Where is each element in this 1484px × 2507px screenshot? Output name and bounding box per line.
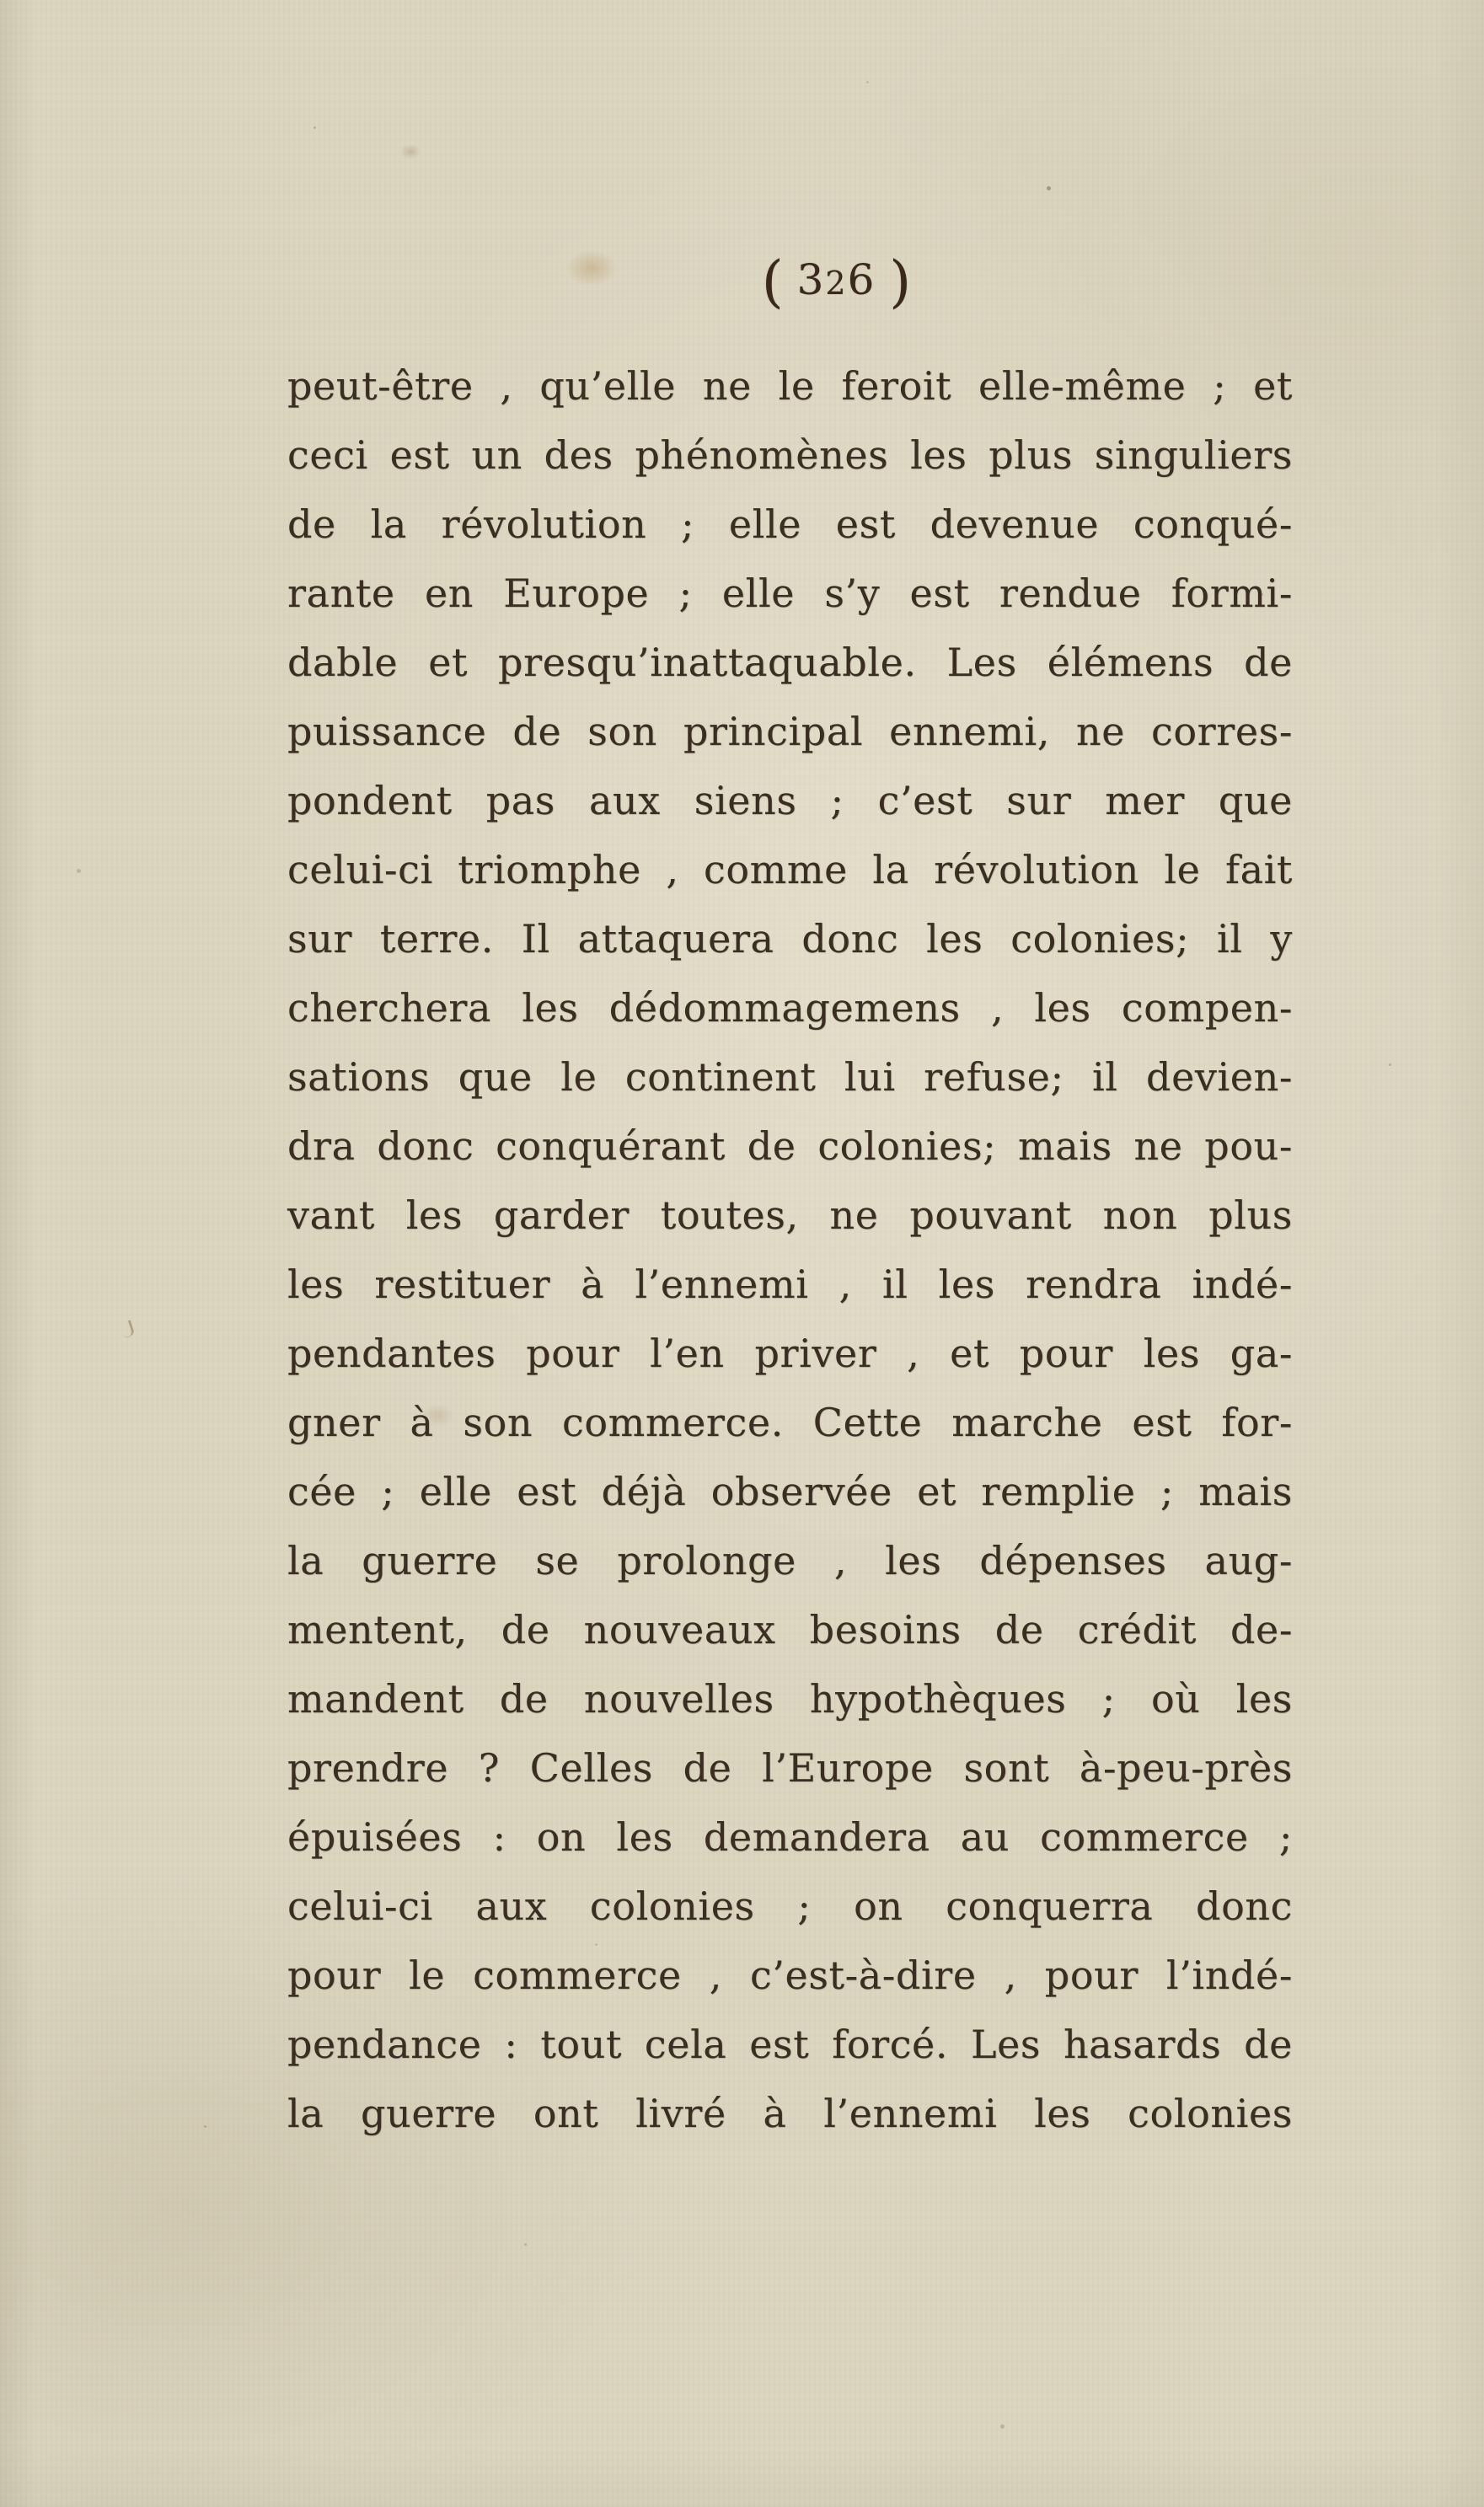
text-line: pendance : tout cela est forcé. Les hasards de <box>287 2022 1293 2067</box>
text-line: rante en Europe ; elle s’y est rendue formi- <box>287 571 1293 616</box>
text-line: dra donc conquérant de colonies; mais ne pou- <box>287 1123 1293 1169</box>
text-line: de la révolution ; elle est devenue conqué- <box>287 501 1293 547</box>
text-line: épuisées : on les demandera au commerce ; <box>287 1814 1293 1860</box>
body-text <box>287 351 1293 2148</box>
page-number-digit: 2 <box>825 265 848 302</box>
page-number-open-paren: ( <box>761 249 784 314</box>
paper-speck-marks <box>0 0 3 3</box>
text-line: peut-être , qu’elle ne le feroit elle-même ; et <box>287 363 1293 409</box>
text-line: les restituer à l’ennemi , il les rendra indé- <box>287 1262 1293 1307</box>
text-line: dable et presqu’inattaquable. Les élémens de <box>287 640 1293 685</box>
text-line: cherchera les dédommagemens , les compen- <box>287 985 1293 1031</box>
text-line: pondent pas aux siens ; c’est sur mer que <box>287 778 1293 823</box>
text-line: mentent, de nouveaux besoins de crédit de- <box>287 1607 1293 1653</box>
page-number-digit: 6 <box>847 255 876 304</box>
text-line: vant les garder toutes, ne pouvant non plus <box>287 1192 1293 1238</box>
text-line: cée ; elle est déjà observée et remplie ; mais <box>287 1469 1293 1514</box>
text-line: sur terre. Il attaquera donc les colonies; il y <box>287 916 1293 962</box>
text-line: celui-ci triomphe , comme la révolution le fait <box>287 847 1293 892</box>
text-line: gner à son commerce. Cette marche est for- <box>287 1400 1293 1445</box>
text-line: prendre ? Celles de l’Europe sont à-peu-près <box>287 1745 1293 1791</box>
text-line: pendantes pour l’en priver , et pour les ga- <box>287 1331 1293 1376</box>
text-line: mandent de nouvelles hypothèques ; où les <box>287 1676 1293 1722</box>
margin-fleck-mark <box>119 1320 135 1338</box>
text-line: la guerre se prolonge , les dépenses aug- <box>287 1538 1293 1583</box>
text-line: pour le commerce , c’est-à-dire , pour l’indé- <box>287 1953 1293 1998</box>
page-number <box>287 243 1339 314</box>
text-line: ceci est un des phénomènes les plus singuliers <box>287 432 1293 478</box>
text-line: celui-ci aux colonies ; on conquerra donc <box>287 1883 1293 1929</box>
page-number-close-paren: ) <box>889 249 912 314</box>
text-line: la guerre ont livré à l’ennemi les colonies <box>287 2091 1293 2136</box>
text-line: puissance de son principal ennemi, ne corres- <box>287 709 1293 754</box>
page-number-digit: 3 <box>796 255 826 304</box>
text-line: sations que le continent lui refuse; il devien- <box>287 1054 1293 1100</box>
